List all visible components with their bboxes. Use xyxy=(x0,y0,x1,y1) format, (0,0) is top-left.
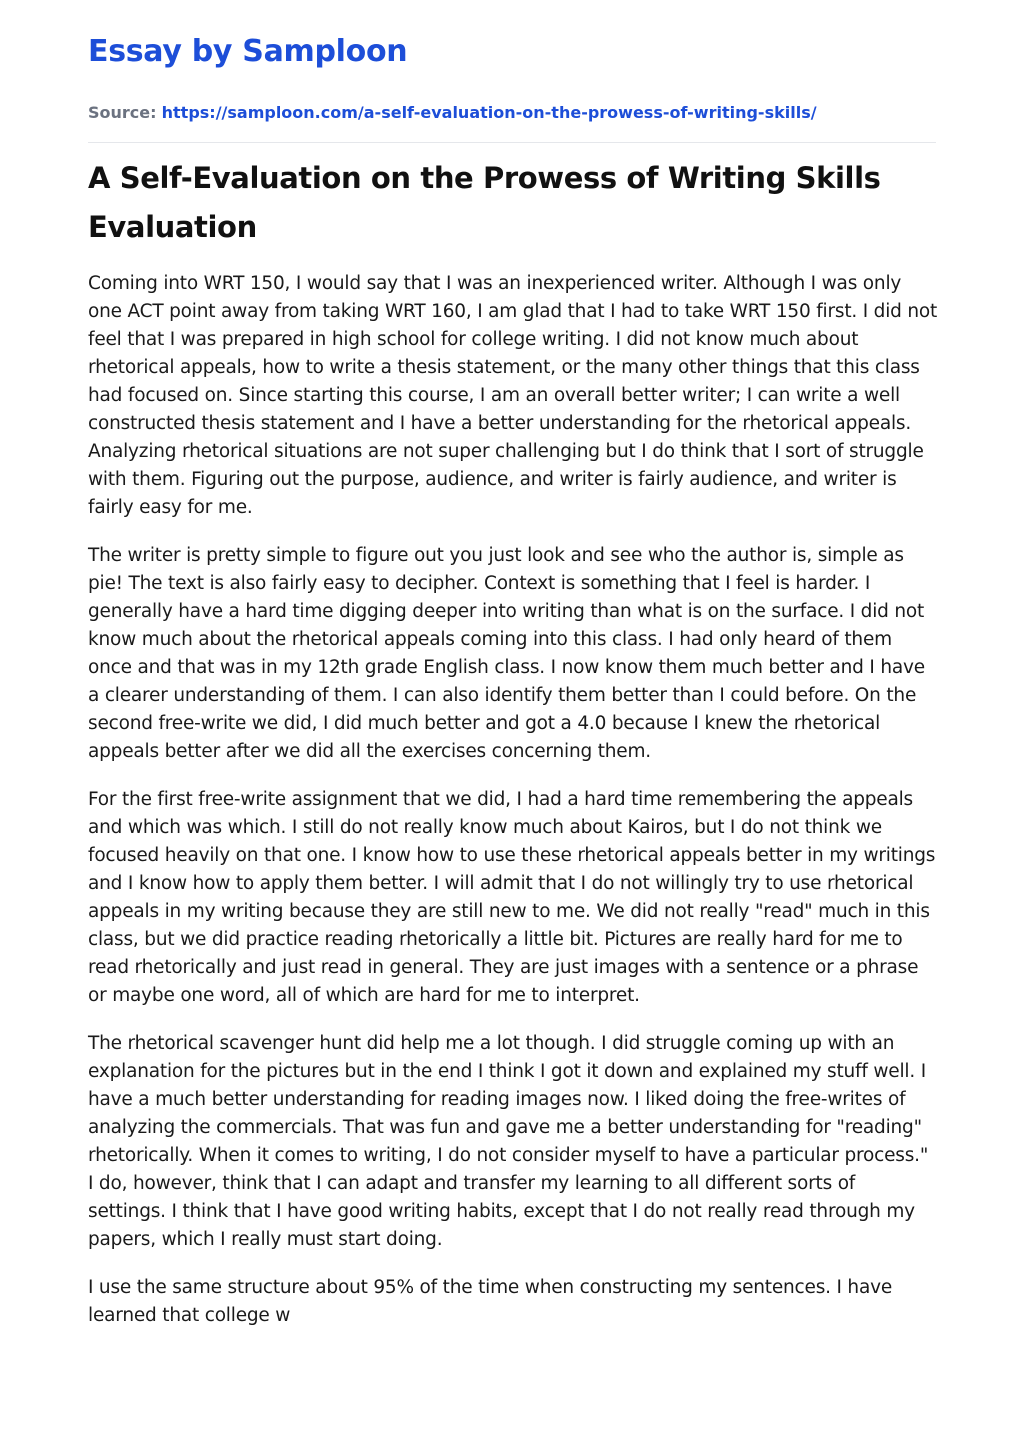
essay-paragraph: The writer is pretty simple to figure out you just look and see who the author is, simple as pie! The text is also fairly easy to decipher. Context is something that I feel is harder. I generally have a hard time digging deeper into writing than what is on the surface. I did not know much about the rhetorical appeals coming into this class. I had only heard of them once and that was in my 12th grade English class. I now know them much better and I have a clearer understanding of them. I can also identify them better than I could before. On the second free-write we did, I did much better and got a 4.0 because I knew the rhetorical appeals better after we did all the exercises concerning them. xyxy=(88,545,925,762)
essay-paragraph: Coming into WRT 150, I would say that I was an inexperienced writer. Although I was only one ACT point away from taking WRT 160, I am glad that I had to take WRT 150 first. I did not feel that I was prepared in high school for college writing. I did not know much about rhetorical appeals, how to write a thesis statement, or the many other things that this class had focused on. Since starting this course, I am an overall better writer; I can write a well constructed thesis statement and I have a better understanding for the rhetorical appeals. Analyzing rhetorical situations are not super challenging but I do think that I sort of struggle with them. Figuring out the purpose, audience, and writer is fairly audience, and writer is fairly easy for me. xyxy=(88,273,938,518)
source-link[interactable]: https://samploon.com/a-self-evaluation-on-the-prowess-of-writing-skills/ xyxy=(161,103,817,122)
source-label: Source: xyxy=(88,103,157,122)
essay-body xyxy=(88,270,938,1350)
header-divider xyxy=(88,142,936,143)
essay-paragraph: For the first free-write assignment that we did, I had a hard time remembering the appeals and which was which. I still do not really know much about Kairos, but I do not think we focused heavily on that one. I know how to use these rhetorical appeals better in my writings and I know how to apply them better. I will admit that I do not willingly try to use rhetorical appeals in my writing because they are still new to me. We did not really "read" much in this class, but we did practice reading rhetorically a little bit. Pictures are really hard for me to read rhetorically and just read in general. They are just images with a sentence or a phrase or maybe one word, all of which are hard for me to interpret. xyxy=(88,789,936,1006)
source-line xyxy=(88,103,817,122)
essay-paragraph: The rhetorical scavenger hunt did help me a lot though. I did struggle coming up with an explanation for the pictures but in the end I think I got it down and explained my stuff well. I have a much better understanding for reading images now. I liked doing the free-writes of analyzing the commercials. That was fun and gave me a better understanding for "reading" rhetorically. When it comes to writing, I do not consider myself to have a particular process." I do, however, think that I can adapt and transfer my learning to all different sorts of settings. I think that I have good writing habits, except that I do not really read through my papers, which I really must start doing. xyxy=(88,1033,929,1250)
essay-title: A Self-Evaluation on the Prowess of Writing Skills Evaluation xyxy=(88,161,881,244)
essay-paragraph: I use the same structure about 95% of the time when constructing my sentences. I have learned that college w xyxy=(88,1277,893,1326)
site-brand[interactable]: Essay by Samploon xyxy=(88,34,408,69)
